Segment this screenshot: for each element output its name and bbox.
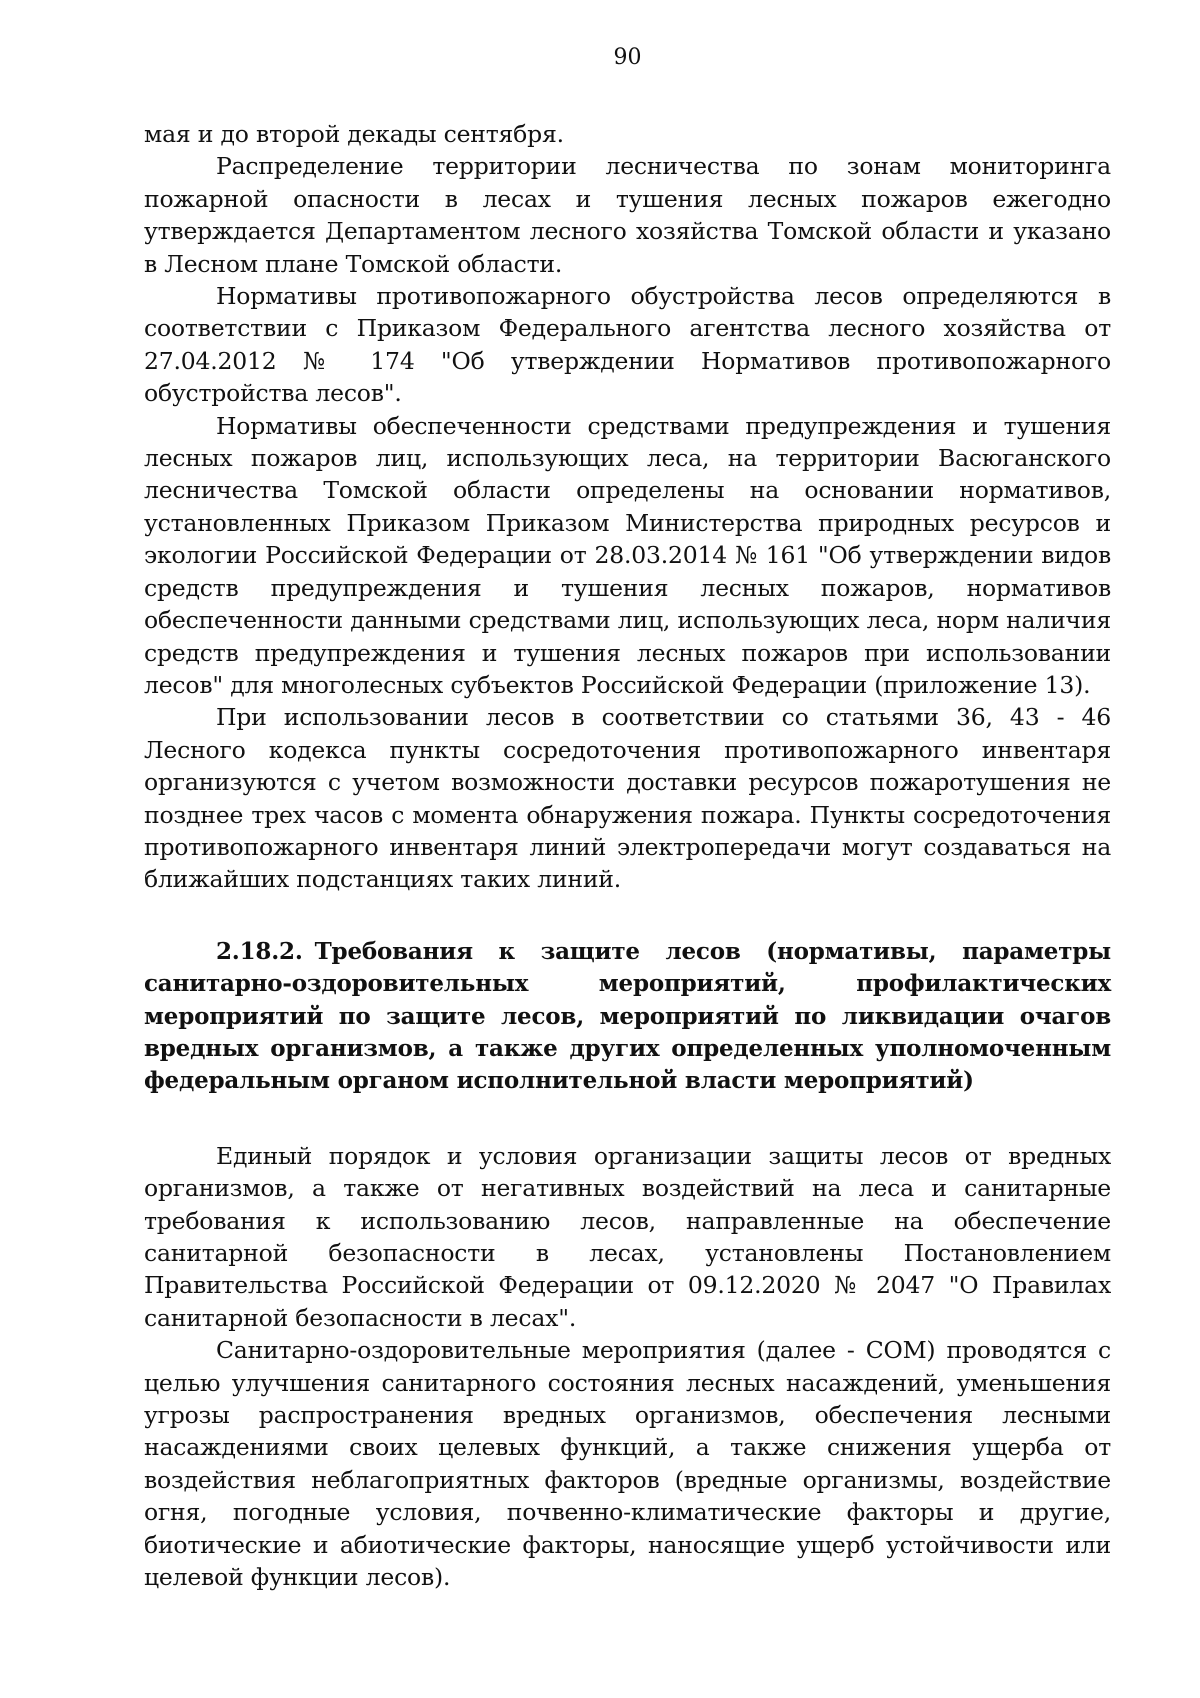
paragraph-continuation: мая и до второй декады сентября. [144, 120, 564, 148]
section-number: 2.18.2. [216, 937, 303, 965]
paragraph-fire-zones: Распределение территории лесничества по зонам мониторинга пожарной опасности в лесах и тушения лесных пожаров ежегодно утверждается Департаментом лесного хозяйства Томской области и указано в Лесном плане Томской области. [144, 152, 1111, 278]
document-page [144, 40, 1111, 1593]
section-heading [144, 936, 1111, 1098]
paragraph-fire-equipment-norms: Нормативы обеспеченности средствами предупреждения и тушения лесных пожаров лиц, использующих леса, на территории Васюганского лесничества Томской области определены на основании нормативов, установленных Приказом Приказом Министерства природных ресурсов и экологии Российской Федерации от 28.03.2014 № 161 "Об утверждении видов средств предупреждения и тушения лесных пожаров, нормативов обеспеченности данными средствами лиц, использующих леса, норм наличия средств предупреждения и тушения лесных пожаров при использовании лесов" для многолесных субъектов Российской Федерации (приложение 13). [144, 411, 1111, 699]
paragraph-sanitary-measures: Санитарно-оздоровительные мероприятия (далее - СОМ) проводятся с целью улучшения санитарного состояния лесных насаждений, уменьшения угрозы распространения вредных организмов, обеспечения лесными насаждениями своих целевых функций, а также снижения ущерба от воздействия неблагоприятных факторов (вредные организмы, воздействие огня, погодные условия, почвенно-климатические факторы и другие, биотические и абиотические факторы, наносящие ущерб устойчивости или целевой функции лесов). [144, 1336, 1111, 1592]
paragraph-sanitary-rules: Единый порядок и условия организации защиты лесов от вредных организмов, а также от негативных воздействий на леса и санитарные требования к использованию лесов, направленные на обеспечение санитарной безопасности в лесах, установлены Постановлением Правительства Российской Федерации от 09.12.2020 № 2047 "О Правилах санитарной безопасности в лесах". [144, 1141, 1111, 1332]
page-number: 90 [613, 45, 642, 70]
paragraph-equipment-points: При использовании лесов в соответствии со статьями 36, 43 - 46 Лесного кодекса пункты сосредоточения противопожарного инвентаря организуются с учетом возможности доставки ресурсов пожаротушения не позднее трех часов с момента обнаружения пожара. Пункты сосредоточения противопожарного инвентаря линий электропередачи могут создаваться на ближайших подстанциях таких линий. [144, 703, 1111, 894]
paragraph-fire-arrangement-norms: Нормативы противопожарного обустройства лесов определяются в соответствии с Приказом Федерального агентства лесного хозяйства от 27.04.2012 № 174 "Об утверждении Нормативов противопожарного обустройства лесов". [144, 282, 1111, 408]
section-title: Требования к защите лесов (нормативы, параметры санитарно-оздоровительных мероприятий, профилактических мероприятий по защите лесов, мероприятий по ликвидации очагов вредных организмов, а также других определенных уполномоченным федеральным органом исполнительной власти мероприятий) [144, 937, 1111, 1095]
